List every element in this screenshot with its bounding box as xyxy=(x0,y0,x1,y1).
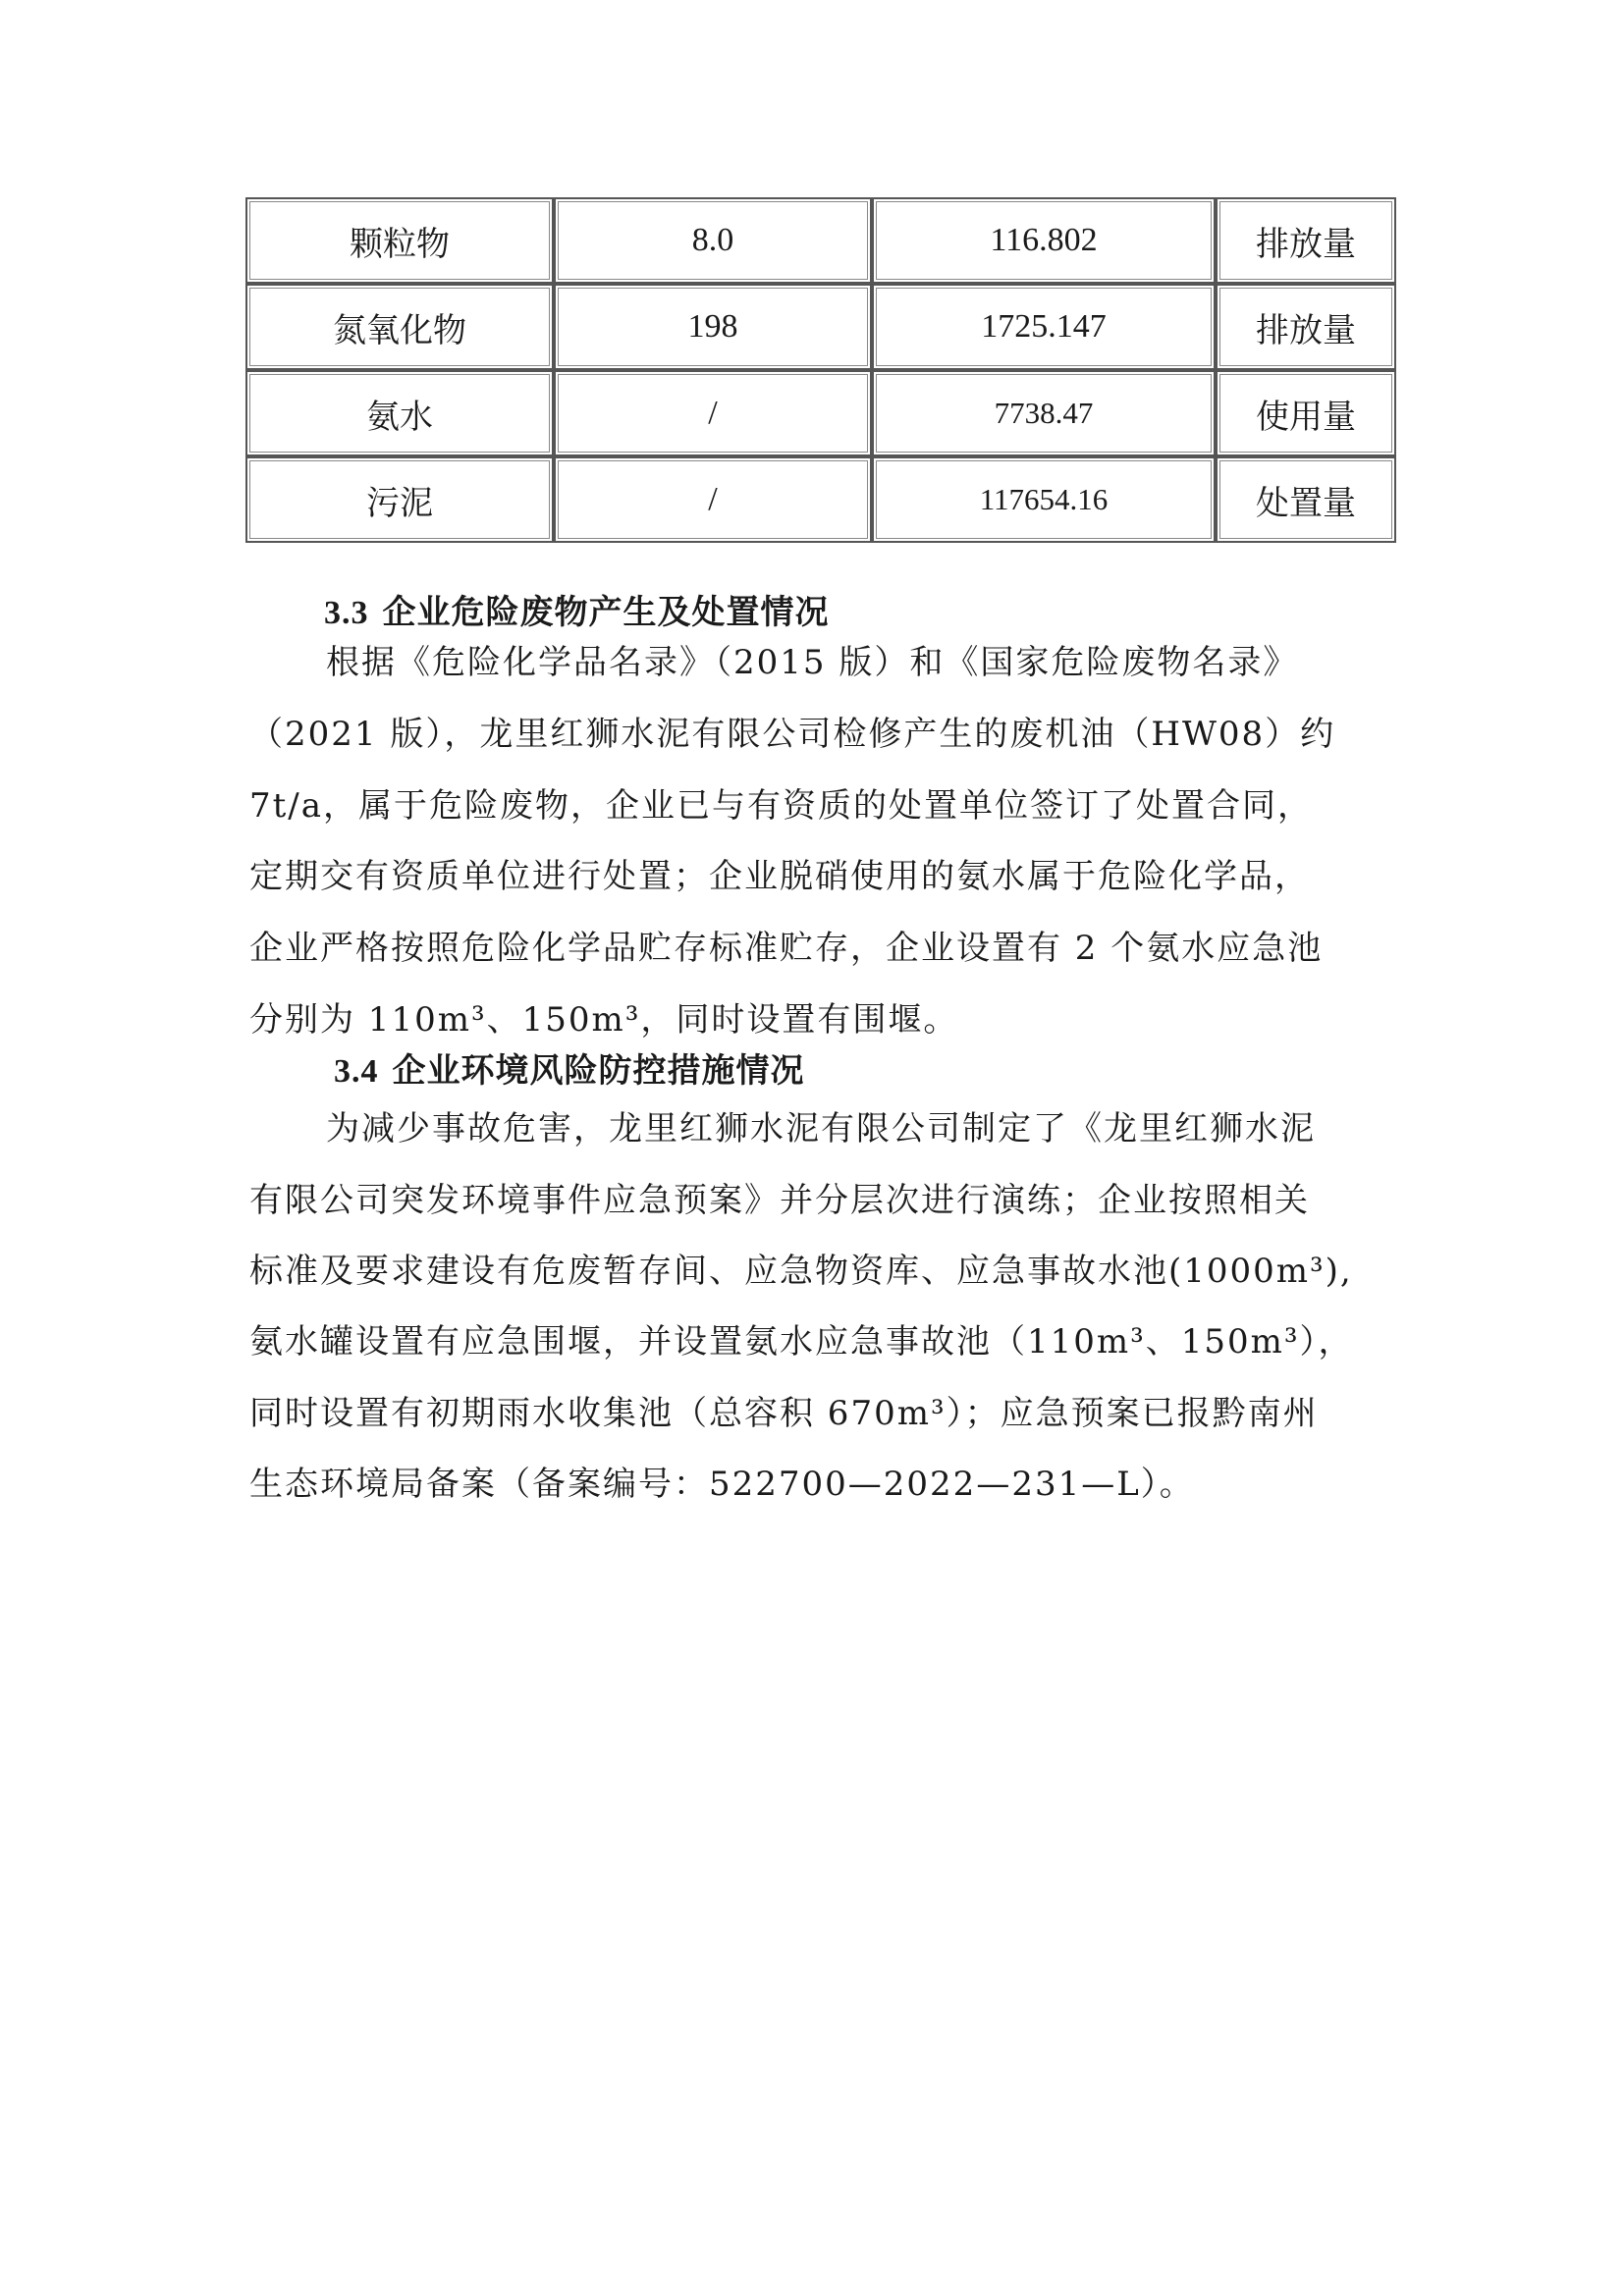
section-title: 企业环境风险防控措施情况 xyxy=(392,1051,805,1091)
amount-value: 1725.147 xyxy=(872,284,1216,370)
limit-value: / xyxy=(554,370,872,456)
paragraph-line: 同时设置有初期雨水收集池（总容积 670m³）；应急预案已报黔南州 xyxy=(249,1394,1319,1433)
amount-value: 7738.47 xyxy=(872,370,1216,456)
paragraph-line: 定期交有资质单位进行处置；企业脱硝使用的氨水属于危险化学品， xyxy=(249,857,1310,896)
paragraph-line: （2021 版），龙里红狮水泥有限公司检修产生的废机油（HW08）约 xyxy=(249,715,1336,754)
paragraph-line: 根据《危险化学品名录》（2015 版）和《国家危险废物名录》 xyxy=(326,643,1299,682)
table-row xyxy=(245,197,1396,284)
section-number: 3.4 xyxy=(334,1053,379,1090)
section-heading-3-3 xyxy=(324,585,830,633)
paragraph-line: 7t/a，属于危险废物，企业已与有资质的处置单位签订了处置合同， xyxy=(249,786,1314,826)
paragraph-line: 生态环境局备案（备案编号：522700—2022—231—L）。 xyxy=(249,1465,1195,1504)
limit-value: 8.0 xyxy=(554,197,872,284)
amount-type: 使用量 xyxy=(1216,370,1396,456)
paragraph-line: 氨水罐设置有应急围堰，并设置氨水应急事故池（110m³、150m³）， xyxy=(249,1322,1354,1362)
paragraph-line: 分别为 110m³、150m³，同时设置有围堰。 xyxy=(249,1000,959,1040)
pollutant-name: 颗粒物 xyxy=(245,197,554,284)
paragraph-line: 有限公司突发环境事件应急预案》并分层次进行演练；企业按照相关 xyxy=(249,1181,1310,1220)
amount-value: 117654.16 xyxy=(872,456,1216,543)
table-row xyxy=(245,284,1396,370)
amount-value: 116.802 xyxy=(872,197,1216,284)
emissions-table xyxy=(245,197,1396,543)
pollutant-name: 污泥 xyxy=(245,456,554,543)
amount-type: 排放量 xyxy=(1216,284,1396,370)
amount-type: 处置量 xyxy=(1216,456,1396,543)
table-row xyxy=(245,370,1396,456)
table-row xyxy=(245,456,1396,543)
limit-value: 198 xyxy=(554,284,872,370)
limit-value: / xyxy=(554,456,872,543)
paragraph-line: 为减少事故危害，龙里红狮水泥有限公司制定了《龙里红狮水泥 xyxy=(326,1109,1316,1148)
paragraph-line: 标准及要求建设有危废暂存间、应急物资库、应急事故水池(1000m³), xyxy=(249,1252,1353,1291)
pollutant-name: 氮氧化物 xyxy=(245,284,554,370)
amount-type: 排放量 xyxy=(1216,197,1396,284)
section-heading-3-4 xyxy=(334,1043,805,1092)
section-number: 3.3 xyxy=(324,595,369,631)
pollutant-name: 氨水 xyxy=(245,370,554,456)
section-title: 企业危险废物产生及处置情况 xyxy=(382,593,830,632)
paragraph-line: 企业严格按照危险化学品贮存标准贮存，企业设置有 2 个氨水应急池 xyxy=(249,929,1324,968)
